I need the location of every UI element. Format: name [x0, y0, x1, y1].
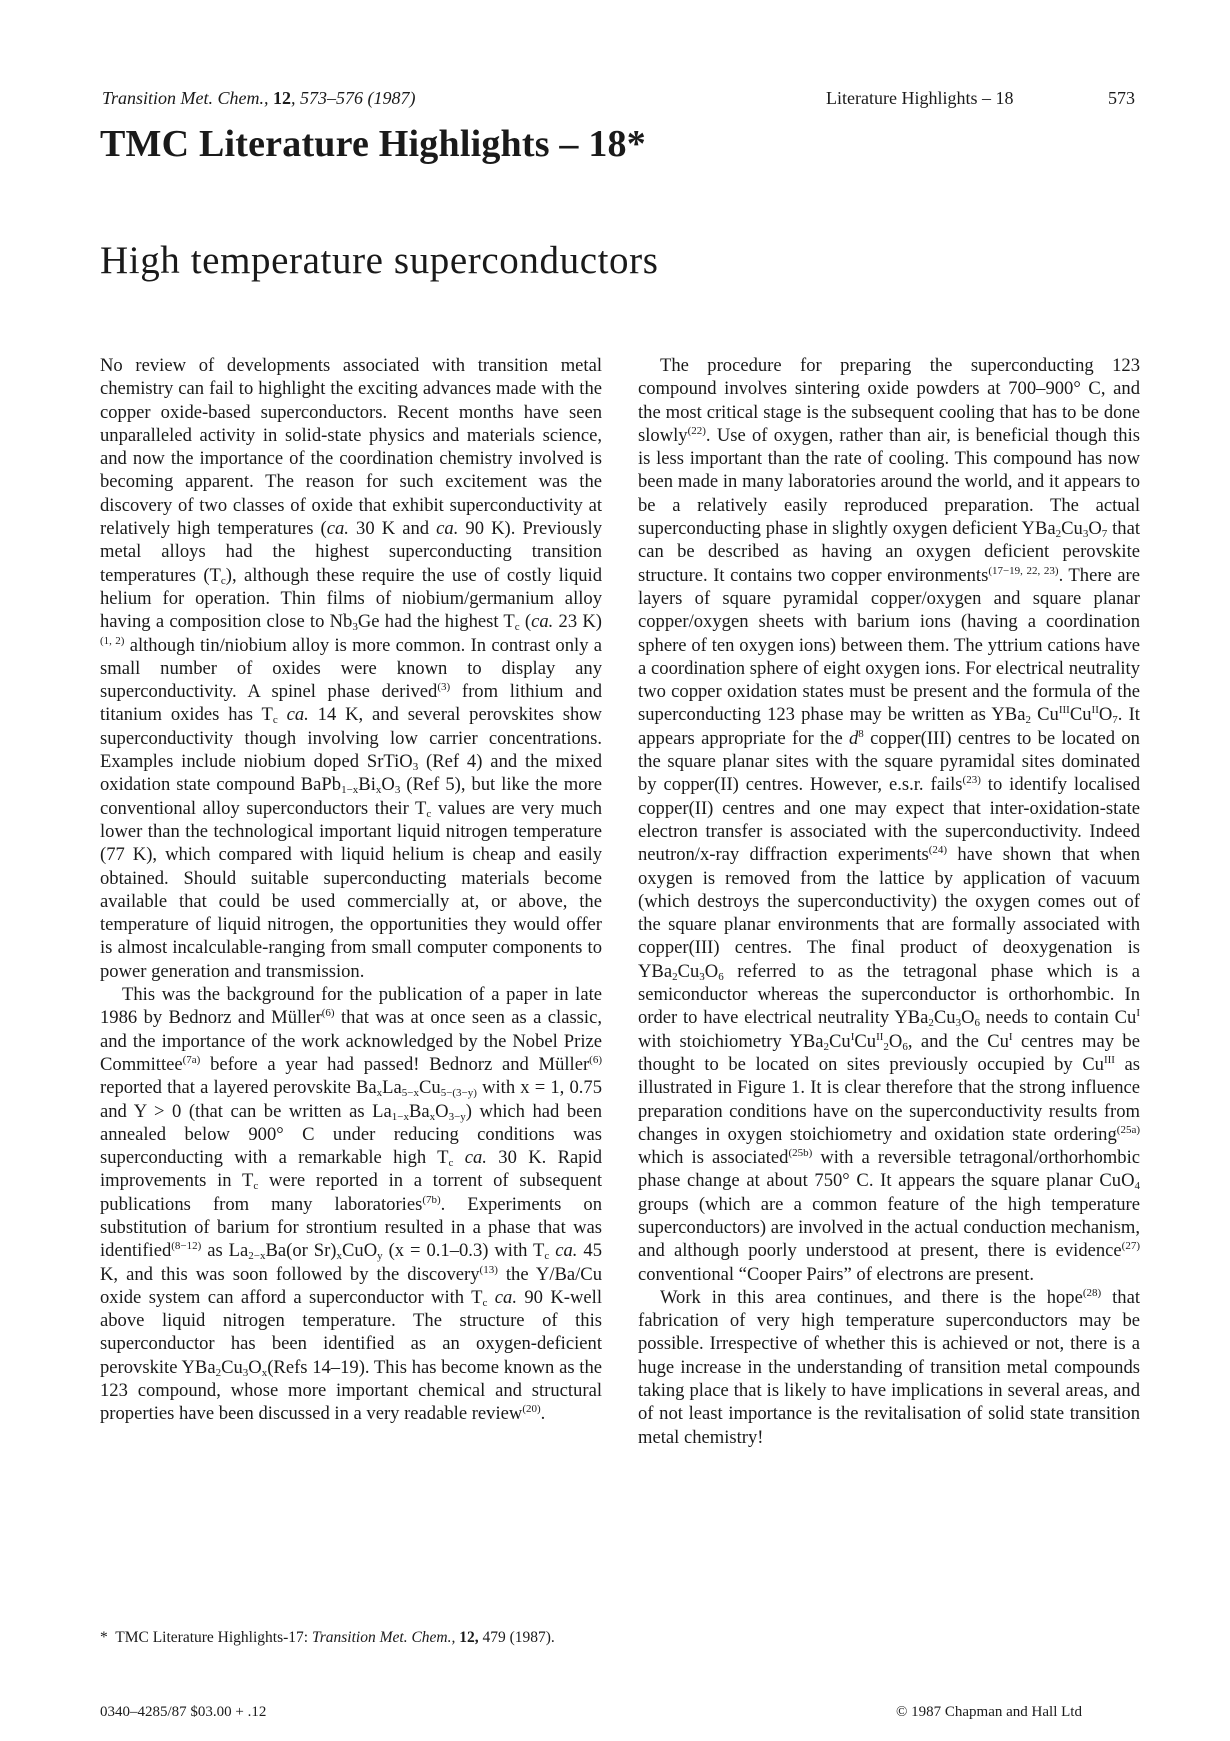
paragraph: This was the background for the publication of a paper in late 1986 by Bednorz and Müller$^{(6)}$ that was at once seen as a classic, and the importance of the work acknowledged by the Nobel Prize Committee$^{(7a)}$ before a year had passed! Bednorz and Müller$^{(6)}$ reported that a layered perovskite $Ba_xLa_{5-x}Cu_{5-(3-y)}$ with x = 1, 0.75 and Y > 0 (that can be written as $La_{1-x}Ba_xO_{3-y}$) which had been annealed below 900° C under reducing conditions was superconducting with a remarkable high $T_c$ ca. 30 K. Rapid improvements in $T_c$ were reported in a torrent of subsequent publications from many laboratories$^{(7b)}$. Experiments on substitution of barium for strontium resulted in a phase that was identified$^{(8-12)}$ as $La_{2-x}Ba(or$ $Sr)_xCuO_y$ (x = 0.1–0.3) with $T_c$ ca. 45 K, and this was soon followed by the discovery$^{(13)}$ the Y/Ba/Cu oxide system can afford a superconductor with $T_c$ ca. 90 K-well above liquid nitrogen temperature. The structure of this superconductor has been identified as an oxygen-deficient perovskite $YBa_2Cu_3O_x(Refs$ 14–19). This has become known as the 123 compound, whose more important chemical and structural properties have been discussed in a very readable review$^{(20)}$.	[100, 984, 603, 1425]
paragraph: Work in this area continues, and there is the hope$^{(28)}$ that fabrication of very high temperature superconductors may be possible. Irrespective of whether this is achieved or not, there is a huge increase in the understanding of transition metal compounds taking place that is likely to have implications in several areas, and of not least importance is the revitalisation of solid state transition metal chemistry!	[638, 1286, 1141, 1448]
journal-reference: Transition Met. Chem., 12, 573–576 (1987)	[102, 88, 416, 108]
paragraph: The procedure for preparing the superconducting 123 compound involves sintering oxide powders at 700–900° C, and the most critical stage is the subsequent cooling that has to be done slowly$^{(22)}$. Use of oxygen, rather than air, is beneficial though this is less important than the rate of cooling. This compound has now been made in many laboratories around the world, and it appears to be a relatively easily reproduced preparation. The actual superconducting phase in slightly oxygen deficient $YBa_2Cu_3O_7$ that can be described as having an oxygen deficient perovskite structure. It contains two copper environments$^{(17-19, 22, 23)}$. There are layers of square pyramidal copper/oxygen and square planar copper/oxygen sheets with barium ions (having a coordination sphere of ten oxygen ions) between them. The yttrium cations have a coordination sphere of eight oxygen ions. For electrical neutrality two copper oxidation states must be present and the formula of the superconducting 123 phase may be written as YBa$_2$ $Cu^{III}Cu^{II}O_7$. It appears appropriate for the $d^8$ copper(III) centres to be located on the square planar sites with the square pyramidal sites dominated by copper(II) centres. However, e.s.r. fails$^{(23)}$ to identify localised copper(II) centres and one may expect that inter-oxidation-state electron transfer is associated with the superconductivity. Indeed neutron/x-ray diffraction experiments$^{(24)}$ have shown that when oxygen is removed from the lattice by application of vacuum (which destroys the superconductivity) the oxygen comes out of the square planar environments that are formally associated with copper(III) centres. The final product of deoxygenation is $YBa_2Cu_3O_6$ referred to as the tetragonal phase which is a semiconductor whereas the superconductor is orthorhombic. In order to have electrical neutrality $YBa_2Cu_3O_6$ needs to contain $Cu^I$ with stoichiometry $YBa_2Cu^ICu^{II}_2O_6$, and the $Cu^I$ centres may be thought to be located on sites previously occupied by $Cu^{III}$ as illustrated in Figure 1. It is clear therefore that the strong influence preparation conditions have on the superconductivity results from changes in oxygen stoichiometry and oxidation state ordering$^{(25a)}$ which is associated$^{(25b)}$ with a reversible tetragonal/orthorhombic phase change at about 750° C. It appears the square planar CuO$_4$ groups (which are a common feature of the high temperature superconductors) are involved in the actual conduction mechanism, and although poorly understood at present, there is evidence$^{(27)}$ conventional “Cooper Pairs” of electrons are present.	[638, 355, 1141, 1285]
page-number: 573	[1108, 88, 1135, 108]
copyright-notice: © 1987 Chapman and Hall Ltd	[896, 1704, 1082, 1720]
body-column-left	[100, 354, 602, 1426]
article-title: TMC Literature Highlights – 18*	[100, 123, 646, 165]
journal-name: Transition Met. Chem.	[102, 88, 265, 108]
running-title: Literature Highlights – 18	[826, 88, 1014, 108]
footnote: * TMC Literature Highlights-17: Transition Met. Chem., 12, 479 (1987).	[100, 1629, 555, 1646]
journal-volume: 12	[273, 88, 292, 108]
paragraph: No review of developments associated with transition metal chemistry can fail to highlight the exciting advances made with the copper oxide-based superconductors. Recent months have seen unparalleled activity in solid-state physics and materials science, and now the importance of the coordination chemistry involved is becoming apparent. The reason for such excitement was the discovery of two classes of oxide that exhibit superconductivity at relatively high temperatures (ca. 30 K and ca. 90 K). Previously metal alloys had the highest superconducting transition temperatures $(T_c)$, although these require the use of costly liquid helium for operation. Thin films of niobium/germanium alloy having a composition close to $Nb_3Ge$ had the highest $T_c$ (ca. 23 K)$^{(1, 2)}$ although tin/niobium alloy is more common. In contrast only a small number of oxides were known to display any superconductivity. A spinel phase derived$^{(3)}$ from lithium and titanium oxides has $T_c$ ca. 14 K, and several perovskites show superconductivity though involving low carrier concentrations. Examples include niobium doped SrTiO$_3$ (Ref 4) and the mixed oxidation state compound $BaPb_{1-x}Bi_xO_3$ (Ref 5), but like the more conventional alloy superconductors their $T_c$ values are very much lower than the technological important liquid nitrogen temperature (77 K), which compared with liquid helium is cheap and easily obtained. Should suitable superconducting materials become available that could be used commercially at, or above, the temperature of liquid nitrogen, the opportunities they would offer is almost incalculable-ranging from small computer components to power generation and transmission.	[100, 355, 603, 982]
body-column-right	[638, 354, 1140, 1449]
journal-pages: 573–576 (1987)	[300, 88, 416, 108]
issn-price: 0340–4285/87 $03.00 + .12	[100, 1704, 267, 1720]
section-title: High temperature superconductors	[100, 239, 659, 282]
